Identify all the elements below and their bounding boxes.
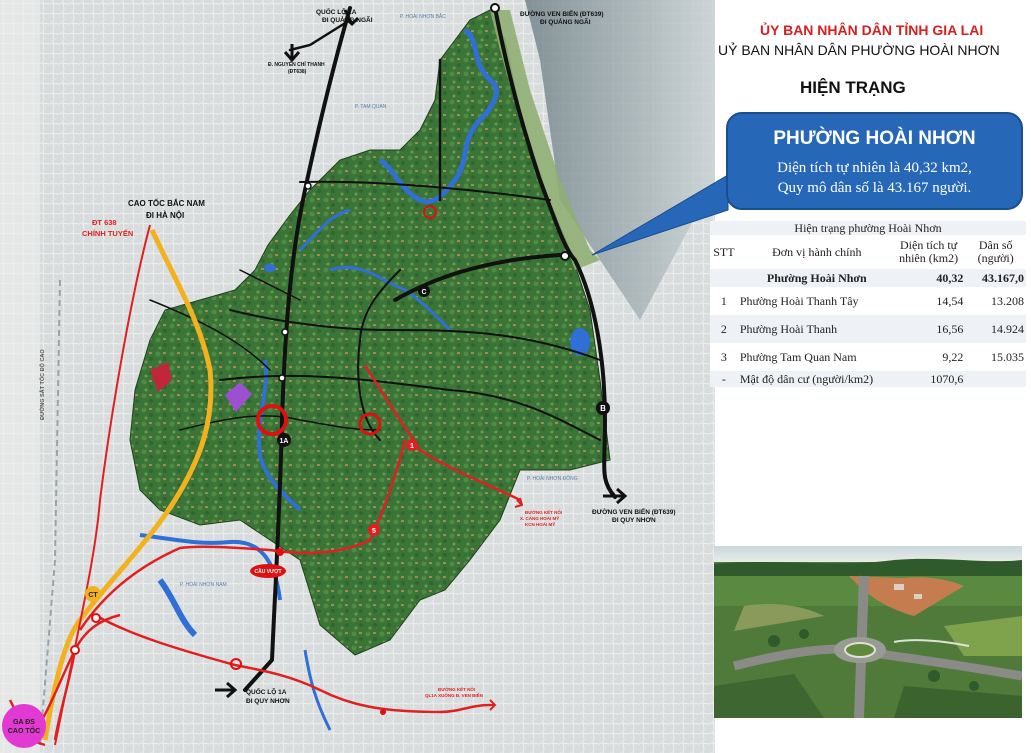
label-nguyen-chi-thanh: Đ. NGUYỄN CHÍ THANH xyxy=(268,62,325,68)
lake xyxy=(264,264,276,272)
intersection-marker xyxy=(380,709,386,715)
cell-name: Phường Hoài Nhơn xyxy=(766,270,867,285)
table-row xyxy=(710,287,1026,315)
ward-callout xyxy=(726,112,1023,210)
label-ven-bien-north: ĐI QUẢNG NGÃI xyxy=(540,19,591,26)
cell-stt: 2 xyxy=(720,321,727,336)
label-road-link: KCN HOÀI MỸ xyxy=(525,522,556,527)
callout-population-line: Quy mô dân số là 43.167 người. xyxy=(777,180,972,196)
cell-population: 13.208 xyxy=(990,293,1024,308)
cell-population: 15.035 xyxy=(990,349,1024,364)
intersection-marker xyxy=(279,375,285,381)
aerial-roundabout-photo xyxy=(714,546,1022,718)
label-district: P. TAM QUAN xyxy=(355,104,387,110)
cell-area: 16,56 xyxy=(936,321,964,336)
cell-stt: 3 xyxy=(720,349,727,364)
table-header-row xyxy=(710,235,1026,269)
intersection-marker xyxy=(276,548,284,556)
header-unit: Đơn vị hành chính xyxy=(772,244,862,259)
header-area xyxy=(894,239,968,265)
label-road-link: ĐƯỜNG KẾT NỐI xyxy=(525,510,563,515)
svg-text:B: B xyxy=(600,404,606,413)
cell-population: 43.167,0 xyxy=(981,270,1024,285)
cell-stt: 1 xyxy=(720,293,727,308)
route-node-5 xyxy=(368,524,380,536)
route-node-c xyxy=(418,285,430,297)
cell-name: Phường Tam Quan Nam xyxy=(739,349,857,364)
label-railway: ĐƯỜNG SẮT TỐC ĐỘ CAO xyxy=(40,349,46,420)
cell-name: Phường Hoài Thanh Tây xyxy=(739,293,859,308)
intersection-marker xyxy=(71,646,79,654)
cell-area: 14,54 xyxy=(936,293,964,308)
header-population xyxy=(967,239,1026,265)
cell-area: 1070,6 xyxy=(930,371,964,386)
route-node-1a xyxy=(277,433,291,447)
status-table xyxy=(710,221,1026,387)
table-row xyxy=(710,343,1026,371)
section-title: HIỆN TRẠNG xyxy=(800,78,906,97)
label-cao-toc: CAO TỐC BẮC NAM xyxy=(128,199,205,208)
header-pop-line1: Dân số xyxy=(978,238,1013,252)
label-road-link: X. CẢNG HOÀI MỸ xyxy=(520,516,560,521)
svg-text:5: 5 xyxy=(372,528,376,535)
label-ql1a-north: ĐI QUẢNG NGÃI xyxy=(322,17,373,24)
map-edge-fade xyxy=(0,0,40,753)
ward-committee-title: UỶ BAN NHÂN DÂN PHƯỜNG HOÀI NHƠN xyxy=(718,42,1000,58)
label-ven-bien-south: ĐƯỜNG VEN BIỂN (ĐT639) xyxy=(592,509,676,516)
label-district: P. HOÀI NHƠN NAM xyxy=(180,582,227,588)
hsr-station-label: GA ĐS xyxy=(13,719,35,726)
cell-name: Phường Hoài Thanh xyxy=(739,321,838,336)
svg-text:CT: CT xyxy=(88,592,98,599)
agency-title: ỦY BAN NHÂN DÂN TỈNH GIA LAI xyxy=(760,22,984,38)
svg-text:C: C xyxy=(421,289,427,296)
label-ven-bien-north: ĐƯỜNG VEN BIỂN (ĐT639) xyxy=(520,11,604,18)
header-pop-line2: (người) xyxy=(977,251,1014,265)
header-stt: STT xyxy=(713,244,735,259)
label-district: P. HOÀI NHƠN ĐÔNG xyxy=(527,476,578,482)
route-node-1 xyxy=(406,439,418,451)
label-district: P. HOÀI NHƠN BẮC xyxy=(400,14,446,20)
callout-pointer xyxy=(590,170,730,260)
header-area-line1: Diện tích tự xyxy=(900,238,958,252)
intersection-marker xyxy=(305,183,311,189)
label-ven-bien-south: ĐI QUY NHƠN xyxy=(612,517,656,524)
cell-stt: - xyxy=(721,371,726,386)
cell-population: 14.924 xyxy=(990,321,1024,336)
intersection-marker xyxy=(92,614,100,622)
label-dt638: ĐT 638 xyxy=(92,218,117,227)
intersection-marker xyxy=(491,4,499,12)
table-caption: Hiện trạng phường Hoài Nhơn xyxy=(710,221,1026,235)
label-road-link: QL1A XUỐNG Đ. VEN BIỂN xyxy=(425,693,483,698)
header-area-line2: nhiên (km2) xyxy=(899,251,959,265)
cell-name: Mật độ dân cư (người/km2) xyxy=(739,371,874,386)
callout-area-line: Diện tích tự nhiên là 40,32 km2, xyxy=(777,160,972,176)
table-row xyxy=(710,315,1026,343)
intersection-marker xyxy=(561,252,569,260)
table-row-density xyxy=(710,371,1026,387)
label-ql1a-north: QUỐC LỘ 1A xyxy=(316,9,357,16)
svg-text:1A: 1A xyxy=(279,438,289,445)
table-row-total xyxy=(710,269,1026,287)
label-road-link: ĐƯỜNG KẾT NỐI xyxy=(438,687,476,692)
cell-area: 40,32 xyxy=(936,270,964,285)
overpass-label: CẦU VƯỢT xyxy=(254,569,282,575)
label-ql1a-south: QUỐC LỘ 1A xyxy=(246,689,287,696)
svg-text:1: 1 xyxy=(410,443,414,450)
cell-area: 9,22 xyxy=(942,349,964,364)
callout-title: PHƯỜNG HOÀI NHƠN xyxy=(773,128,976,149)
hsr-station-marker xyxy=(2,704,46,748)
label-dt638: CHÍNH TUYẾN xyxy=(82,229,134,238)
intersection-marker xyxy=(282,329,288,335)
label-cao-toc: ĐI HÀ NỘI xyxy=(146,211,185,220)
hsr-station-label: CAO TỐC xyxy=(7,728,41,735)
route-node-b xyxy=(596,401,610,415)
label-nguyen-chi-thanh: (ĐT638) xyxy=(288,69,307,75)
route-node-ct xyxy=(85,586,101,602)
label-ql1a-south: ĐI QUY NHƠN xyxy=(246,698,290,705)
